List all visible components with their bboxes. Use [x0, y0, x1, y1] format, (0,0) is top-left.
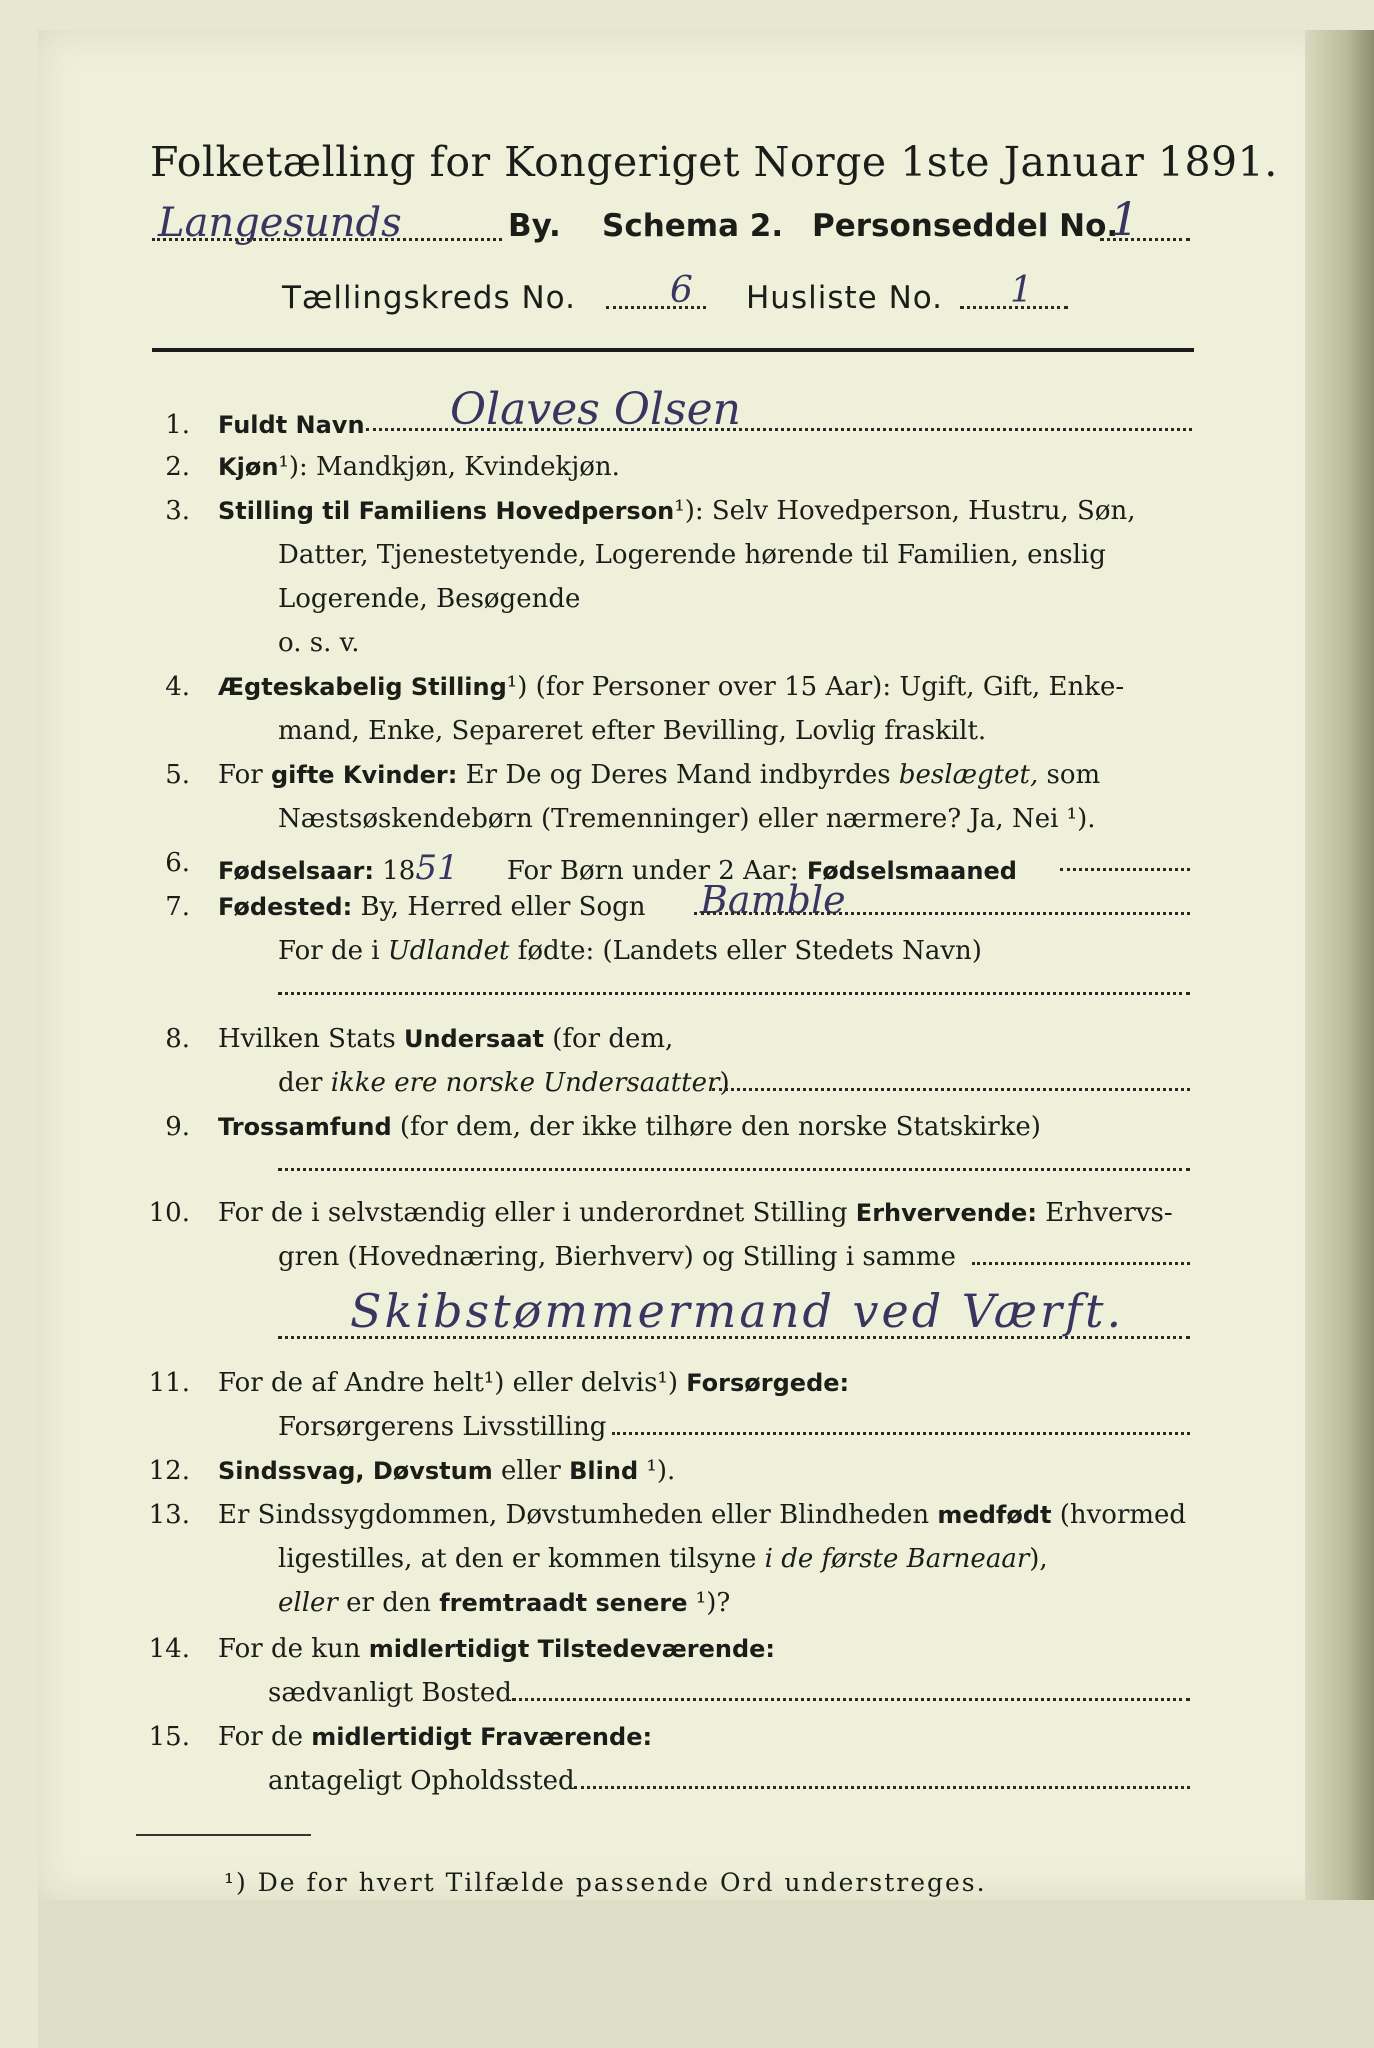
by-label: By.	[508, 208, 561, 244]
item-5	[218, 760, 1100, 790]
field-text: For de	[218, 1722, 312, 1752]
field-text: fødte: (Landets eller Stedets Navn)	[509, 936, 982, 966]
birthplace-dotline	[694, 912, 1190, 915]
religion-dotline	[278, 1168, 1190, 1171]
field-text: (hvormed	[1051, 1500, 1187, 1530]
item-14	[218, 1634, 775, 1664]
field-text: For Børn under 2 Aar:	[498, 856, 807, 886]
item-number: 12.	[148, 1456, 190, 1486]
form-title: Folketælling for Kongeriget Norge 1ste Januar 1891.	[150, 138, 1278, 186]
field-text-cont: o. s. v.	[278, 628, 360, 658]
husliste-label: Husliste No.	[746, 280, 944, 316]
item-number: 1.	[165, 410, 190, 440]
supporter-dotline	[612, 1432, 1190, 1435]
field-text-cont: Logerende, Besøgende	[278, 584, 581, 614]
field-text: )	[719, 1068, 730, 1098]
field-label: Stilling til Familiens Hovedperson	[218, 497, 675, 525]
birthplace-value: Bamble	[700, 878, 846, 922]
field-italic: i de første Barneaar	[764, 1544, 1030, 1574]
item-12	[218, 1456, 675, 1486]
field-label: fremtraadt senere	[439, 1589, 688, 1617]
field-text: For de i	[278, 936, 388, 966]
schema-label: Schema 2.	[602, 208, 784, 244]
field-label: Fødselsaar:	[218, 857, 374, 885]
item-9	[218, 1112, 1041, 1142]
item-7	[218, 892, 646, 922]
field-text: ¹)?	[687, 1588, 731, 1618]
footnote-rule	[136, 1834, 311, 1836]
field-text: (for dem, der ikke tilhøre den norske Statskirke)	[391, 1112, 1041, 1142]
field-label: gifte Kvinder:	[270, 761, 458, 789]
birth-year-value: 51	[415, 848, 459, 888]
item-number: 13.	[148, 1500, 190, 1530]
item-3	[218, 496, 1136, 526]
field-label: Ægteskabelig Stilling	[218, 673, 507, 701]
birthmonth-dotline	[1060, 868, 1190, 871]
item-6	[218, 848, 1017, 888]
field-label: midlertidigt Fraværende:	[311, 1723, 653, 1751]
husliste-value: 1	[1010, 270, 1033, 311]
citizenship-dotline	[712, 1088, 1190, 1091]
field-text: ¹) (for Personer over 15 Aar): Ugift, Gift, Enke-	[506, 672, 1125, 702]
field-label: Blind	[569, 1457, 639, 1485]
field-text-cont: Forsørgerens Livsstilling	[278, 1412, 607, 1442]
item-10	[218, 1198, 1173, 1228]
field-text: (for dem,	[543, 1024, 674, 1054]
field-text-cont: gren (Hovednæring, Bierhverv) og Stilling i samme	[278, 1242, 956, 1272]
field-label: Sindssvag, Døvstum	[218, 1457, 493, 1485]
field-text: For de kun	[218, 1634, 369, 1664]
field-label: medfødt	[937, 1501, 1052, 1529]
occupation-value: Skibstømmermand ved Værft.	[350, 1284, 1125, 1338]
occupation-dotline-1	[972, 1262, 1190, 1265]
field-text: Er De og Deres Mand indbyrdes	[457, 760, 899, 790]
field-italic: ikke ere norske Undersaatter	[330, 1068, 720, 1098]
field-italic: Udlandet	[387, 936, 510, 966]
footnote: ¹) De for hvert Tilfælde passende Ord understreges.	[224, 1868, 987, 1897]
item-number: 15.	[148, 1722, 190, 1752]
field-text-cont: Datter, Tjenestetyende, Logerende hørende til Familien, enslig	[278, 540, 1106, 570]
kreds-label: Tællingskreds No.	[282, 280, 576, 316]
kreds-dotline	[606, 306, 706, 309]
field-label: Fødested:	[218, 893, 353, 921]
personseddel-label: Personseddel No.	[812, 208, 1119, 244]
field-text: der	[278, 1068, 331, 1098]
item-4	[218, 672, 1124, 702]
personseddel-dotline	[1100, 238, 1190, 241]
name-value: Olaves Olsen	[450, 384, 741, 435]
item-number: 14.	[148, 1634, 190, 1664]
field-text: ¹).	[638, 1456, 676, 1486]
field-label: Forsørgede:	[686, 1369, 850, 1397]
item-15	[218, 1722, 652, 1752]
item-number: 5.	[165, 760, 190, 790]
field-text: er den	[337, 1588, 440, 1618]
item-number: 6.	[165, 848, 190, 878]
field-text: ¹): Selv Hovedperson, Hustru, Søn,	[674, 496, 1136, 526]
item-13-cont	[278, 1544, 1048, 1574]
field-italic: eller	[278, 1588, 338, 1618]
scan-background	[38, 1900, 1374, 2048]
field-text-cont: mand, Enke, Separeret efter Bevilling, Lovlig fraskilt.	[278, 716, 987, 746]
item-13	[218, 1500, 1186, 1530]
field-label: Fuldt Navn	[218, 411, 365, 439]
town-dotline	[152, 238, 502, 241]
item-13-cont2	[278, 1588, 730, 1618]
field-text: eller	[492, 1456, 570, 1486]
field-text: Hvilken Stats	[218, 1024, 404, 1054]
field-text: ),	[1029, 1544, 1048, 1574]
field-label: Undersaat	[403, 1025, 544, 1053]
field-text-cont: Næstsøskendebørn (Tremenninger) eller nærmere? Ja, Nei ¹).	[278, 804, 1096, 834]
husliste-dotline	[960, 306, 1068, 309]
item-8	[218, 1024, 673, 1054]
field-label: Trossamfund	[218, 1113, 392, 1141]
field-italic: beslægtet,	[898, 760, 1039, 790]
field-text-cont: sædvanligt Bosted	[268, 1678, 512, 1708]
foreign-dotline	[278, 992, 1190, 995]
item-2	[218, 452, 620, 482]
item-8-cont	[278, 1068, 730, 1098]
field-label: midlertidigt Tilstedeværende:	[368, 1635, 776, 1663]
field-label: Fødselsmaaned	[806, 857, 1017, 885]
field-text: ligestilles, at den er kommen tilsyne	[278, 1544, 765, 1574]
field-text: By, Herred eller Sogn	[352, 892, 646, 922]
item-number: 9.	[165, 1112, 190, 1142]
field-text-cont: antageligt Opholdssted	[268, 1766, 575, 1796]
item-number: 8.	[165, 1024, 190, 1054]
personseddel-value: 1	[1110, 192, 1140, 246]
field-text: For de i selvstændig eller i underordnet Stilling	[218, 1198, 856, 1228]
item-number: 2.	[165, 452, 190, 482]
field-label: Erhvervende:	[855, 1199, 1037, 1227]
item-1	[218, 410, 365, 440]
field-text: For	[218, 760, 271, 790]
item-number: 11.	[148, 1368, 190, 1398]
item-number: 4.	[165, 672, 190, 702]
item-11	[218, 1368, 849, 1398]
field-text: For de af Andre helt¹) eller delvis¹)	[218, 1368, 687, 1398]
abode-dotline	[574, 1786, 1190, 1789]
item-number: 7.	[165, 892, 190, 922]
field-text: Erhvervs-	[1036, 1198, 1173, 1228]
field-text: Er Sindssygdommen, Døvstumheden eller Blindheden	[218, 1500, 938, 1530]
field-text: ¹): Mandkjøn, Kvindekjøn.	[278, 452, 620, 482]
kreds-value: 6	[670, 270, 693, 311]
field-label: Kjøn	[218, 453, 279, 481]
item-7-cont	[278, 936, 982, 966]
field-text: 18	[374, 856, 416, 886]
page-edge	[1305, 30, 1374, 1900]
header-rule	[152, 348, 1194, 352]
item-number: 10.	[148, 1198, 190, 1228]
residence-dotline	[512, 1698, 1190, 1701]
town-handwritten: Langesunds	[158, 200, 402, 246]
item-number: 3.	[165, 496, 190, 526]
field-text: som	[1038, 760, 1101, 790]
